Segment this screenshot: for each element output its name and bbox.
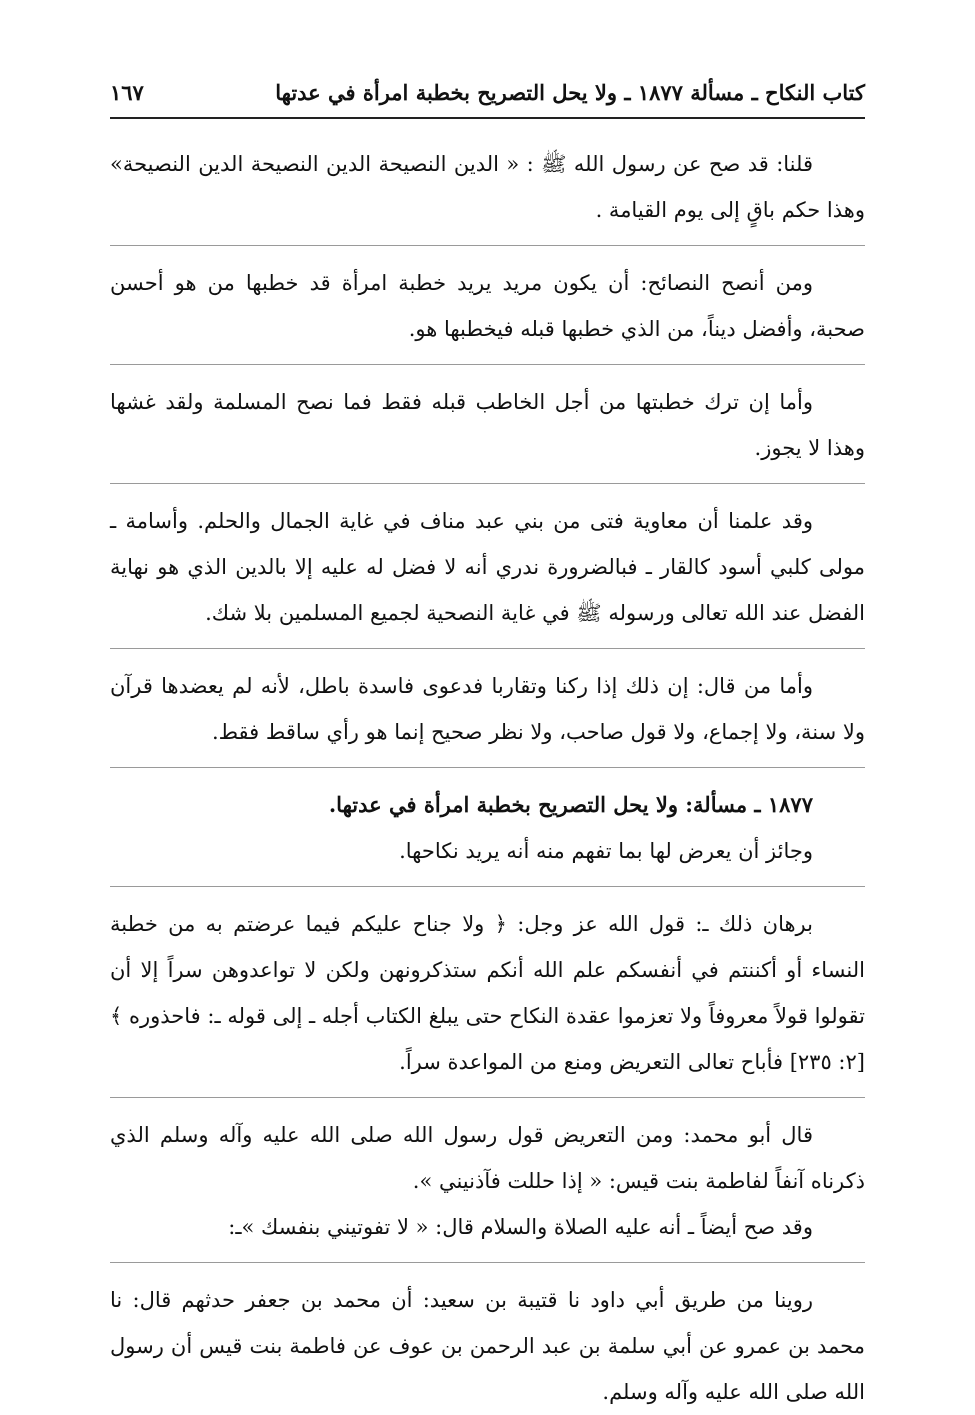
separator	[110, 886, 865, 887]
running-header	[110, 80, 865, 119]
paragraph-muawiya-usama: وقد علمنا أن معاوية فتى من بني عبد مناف في غاية الجمال والحلم. وأسامة ـ مولى كلبي أسود كالقار ـ فبالضرورة ندري أنه لا فضل له عليه إلا بالدين الذي هو نهاية الفضل عند الله تعالى ورسوله ﷺ في غاية النصحية لجميع المسلمين بلا شك.	[110, 509, 865, 625]
paragraph-quran-proof: برهان ذلك ـ: قول الله عز وجل: ﴿ ولا جناح عليكم فيما عرضتم به من خطبة النساء أو أكننتم في أنفسكم علم الله أنكم ستذكرونهن ولكن لا تواعدوهن سراً إلا أن تقولوا قولاً معروفاً ولا تعزموا عقدة النكاح حتى يبلغ الكتاب أجله ـ إلى قوله ـ: فاحذوره ﴾ [٢: ٢٣٥] فأباح تعالى التعريض ومنع من المواعدة سراً.	[110, 912, 865, 1074]
paragraph-isnad: روينا من طريق أبي داود نا قتيبة بن سعيد: أن محمد بن جعفر حدثهم قال: نا محمد بن عمرو عن أبي سلمة بن عبد الرحمن بن عوف عن فاطمة بنت قيس أن رسول الله صلى الله عليه وآله وسلم.	[110, 1288, 865, 1404]
header-title: كتاب النكاح ـ مسألة ١٨٧٧ ـ ولا يحل التصريح بخطبة امرأة في عدتها	[275, 80, 865, 105]
paragraph-issue-heading: ١٨٧٧ ـ مسألة: ولا يحل التصريح بخطبة امرأة في عدتها.	[328, 792, 813, 817]
separator	[110, 767, 865, 768]
separator	[110, 1262, 865, 1263]
separator	[110, 364, 865, 365]
paragraph-permission: وجائز أن يعرض لها بما تفهم منه أنه يريد نكاحها.	[399, 839, 813, 863]
page-number: ١٦٧	[110, 80, 144, 105]
separator	[110, 1097, 865, 1098]
separator	[110, 245, 865, 246]
paragraph-deception: وأما إن ترك خطبتها من أجل الخاطب قبله فقط فما نصح المسلمة ولقد غشها وهذا لا يجوز.	[110, 390, 865, 460]
paragraph-best-advice: ومن أنصح النصائح: أن يكون مريد يريد خطبة امرأة قد خطبها من هو أحسن صحبة، وأفضل ديناً، من الذي خطبها قبله فيخطبها هو.	[110, 271, 865, 341]
paragraph-abu-muhammad: قال أبو محمد: ومن التعريض قول رسول الله صلى الله عليه وآله وسلم الذي ذكرناه آنفاً لفاطمة بنت قيس: « إذا حللت فآذنيني ».	[110, 1123, 865, 1193]
book-page	[110, 80, 865, 1415]
separator	[110, 483, 865, 484]
separator	[110, 648, 865, 649]
paragraph-hadith-nasiha: قلنا: قد صح عن رسول الله ﷺ : « الدين النصيحة الدين النصيحة الدين النصيحة» وهذا حكم باقٍ إلى يوم القيامة .	[110, 152, 865, 222]
paragraph-sahih: وقد صح أيضاً ـ أنه عليه الصلاة والسلام قال: « لا تفوتيني بنفسك »ـ:	[228, 1215, 813, 1239]
paragraph-rebuttal: وأما من قال: إن ذلك إذا ركنا وتقاربا فدعوى فاسدة باطل، لأنه لم يعضدها قرآن ولا سنة، ولا إجماع، ولا قول صاحب، ولا نظر صحيح إنما هو رأي ساقط فقط.	[110, 674, 865, 744]
